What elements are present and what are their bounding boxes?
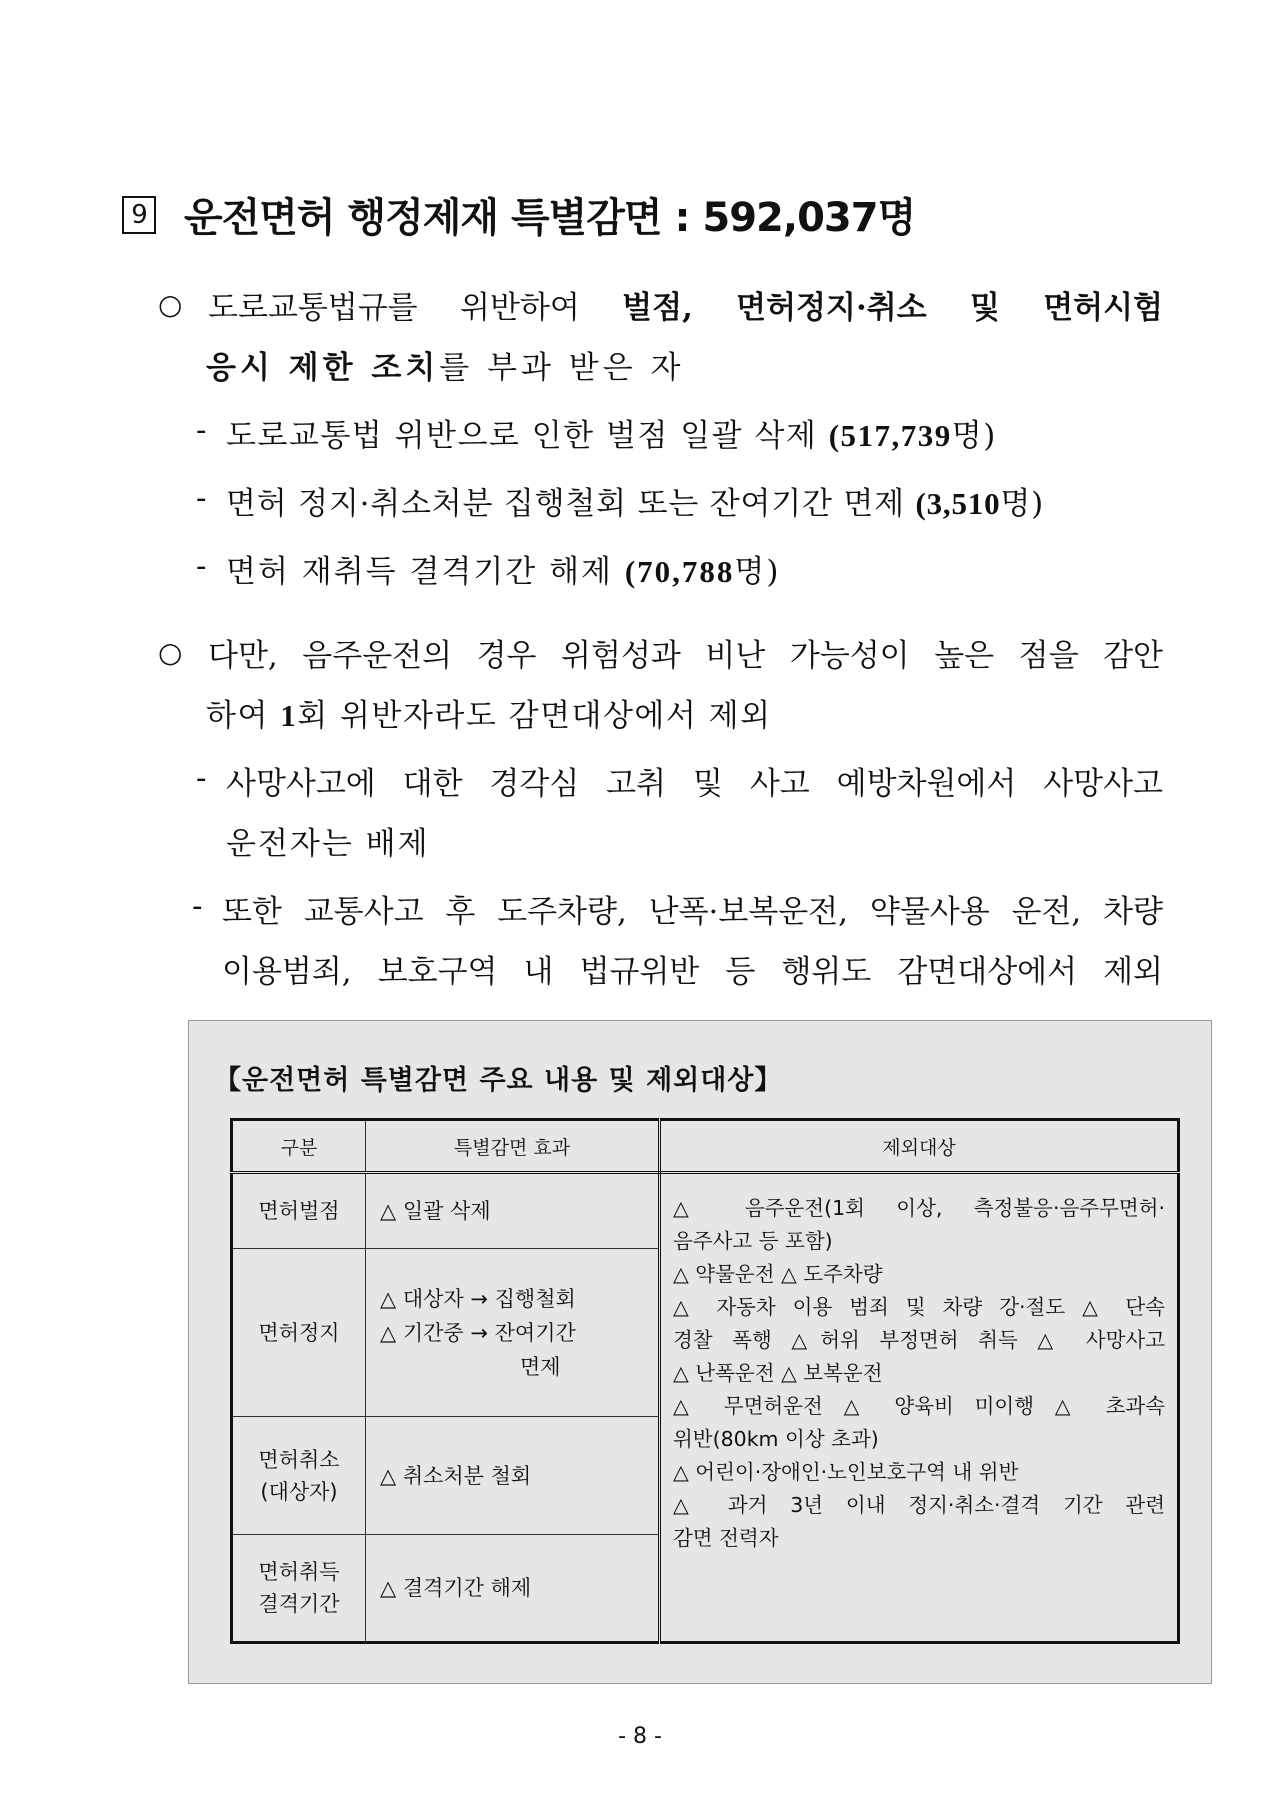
row-effect: △ 결격기간 해제	[366, 1535, 660, 1643]
category-line: 면허취소	[258, 1447, 340, 1472]
header-exclusions: 제외대상	[660, 1120, 1179, 1173]
row-effect	[366, 1249, 660, 1417]
header-category: 구분	[232, 1120, 366, 1173]
row-category	[232, 1535, 366, 1643]
dash-marker: -	[196, 548, 207, 584]
row-effect: △ 일괄 삭제	[366, 1173, 660, 1249]
exclusion-list	[660, 1173, 1179, 1643]
exclusion-line: △ 어린이·장애인·노인보호구역 내 위반	[673, 1460, 1019, 1484]
effect-line: △ 대상자 → 집행철회	[380, 1286, 576, 1311]
dash-marker: -	[196, 760, 207, 796]
section-heading	[122, 186, 915, 243]
effect-line: △ 기간중 → 잔여기간	[380, 1320, 576, 1345]
list-item-line: 또한 교통사고 후 도주차량, 난폭·보복운전, 약물사용 운전, 차량	[222, 894, 1163, 930]
paragraph-line	[206, 690, 772, 735]
count-value: 1	[280, 698, 298, 733]
row-category: 면허정지	[232, 1249, 366, 1417]
bullet-circle: ○	[158, 288, 183, 321]
list-item	[226, 410, 997, 455]
list-item-line: 운전자는 배제	[226, 826, 430, 862]
category-line: 면허취득	[258, 1560, 340, 1584]
text-span: 를 부과 받은 자	[439, 350, 685, 386]
category-line: 결격기간	[258, 1592, 340, 1616]
text-span: 하여	[206, 698, 281, 734]
text-span: 도로교통법 위반으로 인한 벌점 일괄 삭제	[226, 418, 829, 454]
text-span: 명)	[951, 418, 997, 454]
row-category: 면허벌점	[232, 1173, 366, 1249]
paragraph-line: 다만, 음주운전의 경우 위험성과 비난 가능성이 높은 점을 감안	[208, 638, 1163, 674]
count-value: (70,788	[624, 554, 735, 589]
exemption-table	[230, 1118, 1180, 1644]
bold-text: 벌점, 면허정지·취소 및 면허시험	[622, 290, 1163, 326]
paragraph-line	[206, 342, 685, 387]
dash-marker: -	[192, 888, 203, 924]
count-value: (517,739	[828, 418, 952, 453]
paragraph-line	[208, 282, 1163, 327]
text-span: 명)	[1000, 486, 1045, 522]
text-span: 도로교통법규를 위반하여	[208, 290, 623, 326]
exclusion-line: 감면 전력자	[673, 1526, 779, 1550]
section-title: 운전면허 행정제재 특별감면 : 592,037명	[184, 195, 916, 241]
exclusion-line: △ 무면허운전 △ 양육비 미이행 △ 초과속	[673, 1394, 1165, 1418]
count-value: (3,510	[915, 486, 1001, 521]
text-span: 면허 정지·취소처분 집행철회 또는 잔여기간 면제	[226, 486, 916, 522]
table-header-row	[232, 1120, 1179, 1173]
list-item	[226, 478, 1044, 523]
dash-marker: -	[196, 480, 207, 516]
list-item-line: 이용범죄, 보호구역 내 법규위반 등 행위도 감면대상에서 제외	[222, 954, 1163, 990]
row-category	[232, 1417, 366, 1535]
list-item	[226, 546, 780, 591]
row-effect: △ 취소처분 철회	[366, 1417, 660, 1535]
text-span: 명)	[734, 554, 781, 590]
exclusion-line: △ 난폭운전 △ 보복운전	[673, 1361, 883, 1385]
exclusion-line: 음주사고 등 포함)	[673, 1229, 833, 1253]
table-row	[232, 1173, 1179, 1249]
category-line: (대상자)	[260, 1479, 338, 1504]
exclusion-line: 경찰 폭행 △허위 부정면허 취득 △ 사망사고	[673, 1328, 1165, 1352]
list-item-line: 사망사고에 대한 경각심 고취 및 사고 예방차원에서 사망사고	[226, 766, 1163, 802]
section-number: 9	[122, 196, 156, 234]
exclusion-line: 위반(80km 이상 초과)	[673, 1427, 879, 1451]
exclusion-line: △ 약물운전 △ 도주차량	[673, 1262, 883, 1286]
page-number: - 8 -	[618, 1724, 662, 1749]
effect-line: 면제	[520, 1354, 561, 1379]
box-title: 【운전면허 특별감면 주요 내용 및 제외대상】	[214, 1065, 783, 1096]
dash-marker: -	[196, 412, 207, 448]
text-span: 면허 재취득 결격기간 해제	[226, 554, 625, 590]
bold-text: 응시 제한 조치	[206, 350, 440, 386]
text-span: 회 위반자라도 감면대상에서 제외	[297, 698, 772, 734]
exclusion-line: △ 음주운전(1회 이상, 측정불응·음주무면허·	[673, 1196, 1165, 1220]
exclusion-line: △ 자동차 이용 범죄 및 차량 강·절도 △ 단속	[673, 1295, 1165, 1319]
bullet-circle: ○	[158, 636, 183, 669]
exclusion-line: △ 과거 3년 이내 정지·취소·결격 기간 관련	[673, 1493, 1165, 1517]
header-effect: 특별감면 효과	[366, 1120, 660, 1173]
